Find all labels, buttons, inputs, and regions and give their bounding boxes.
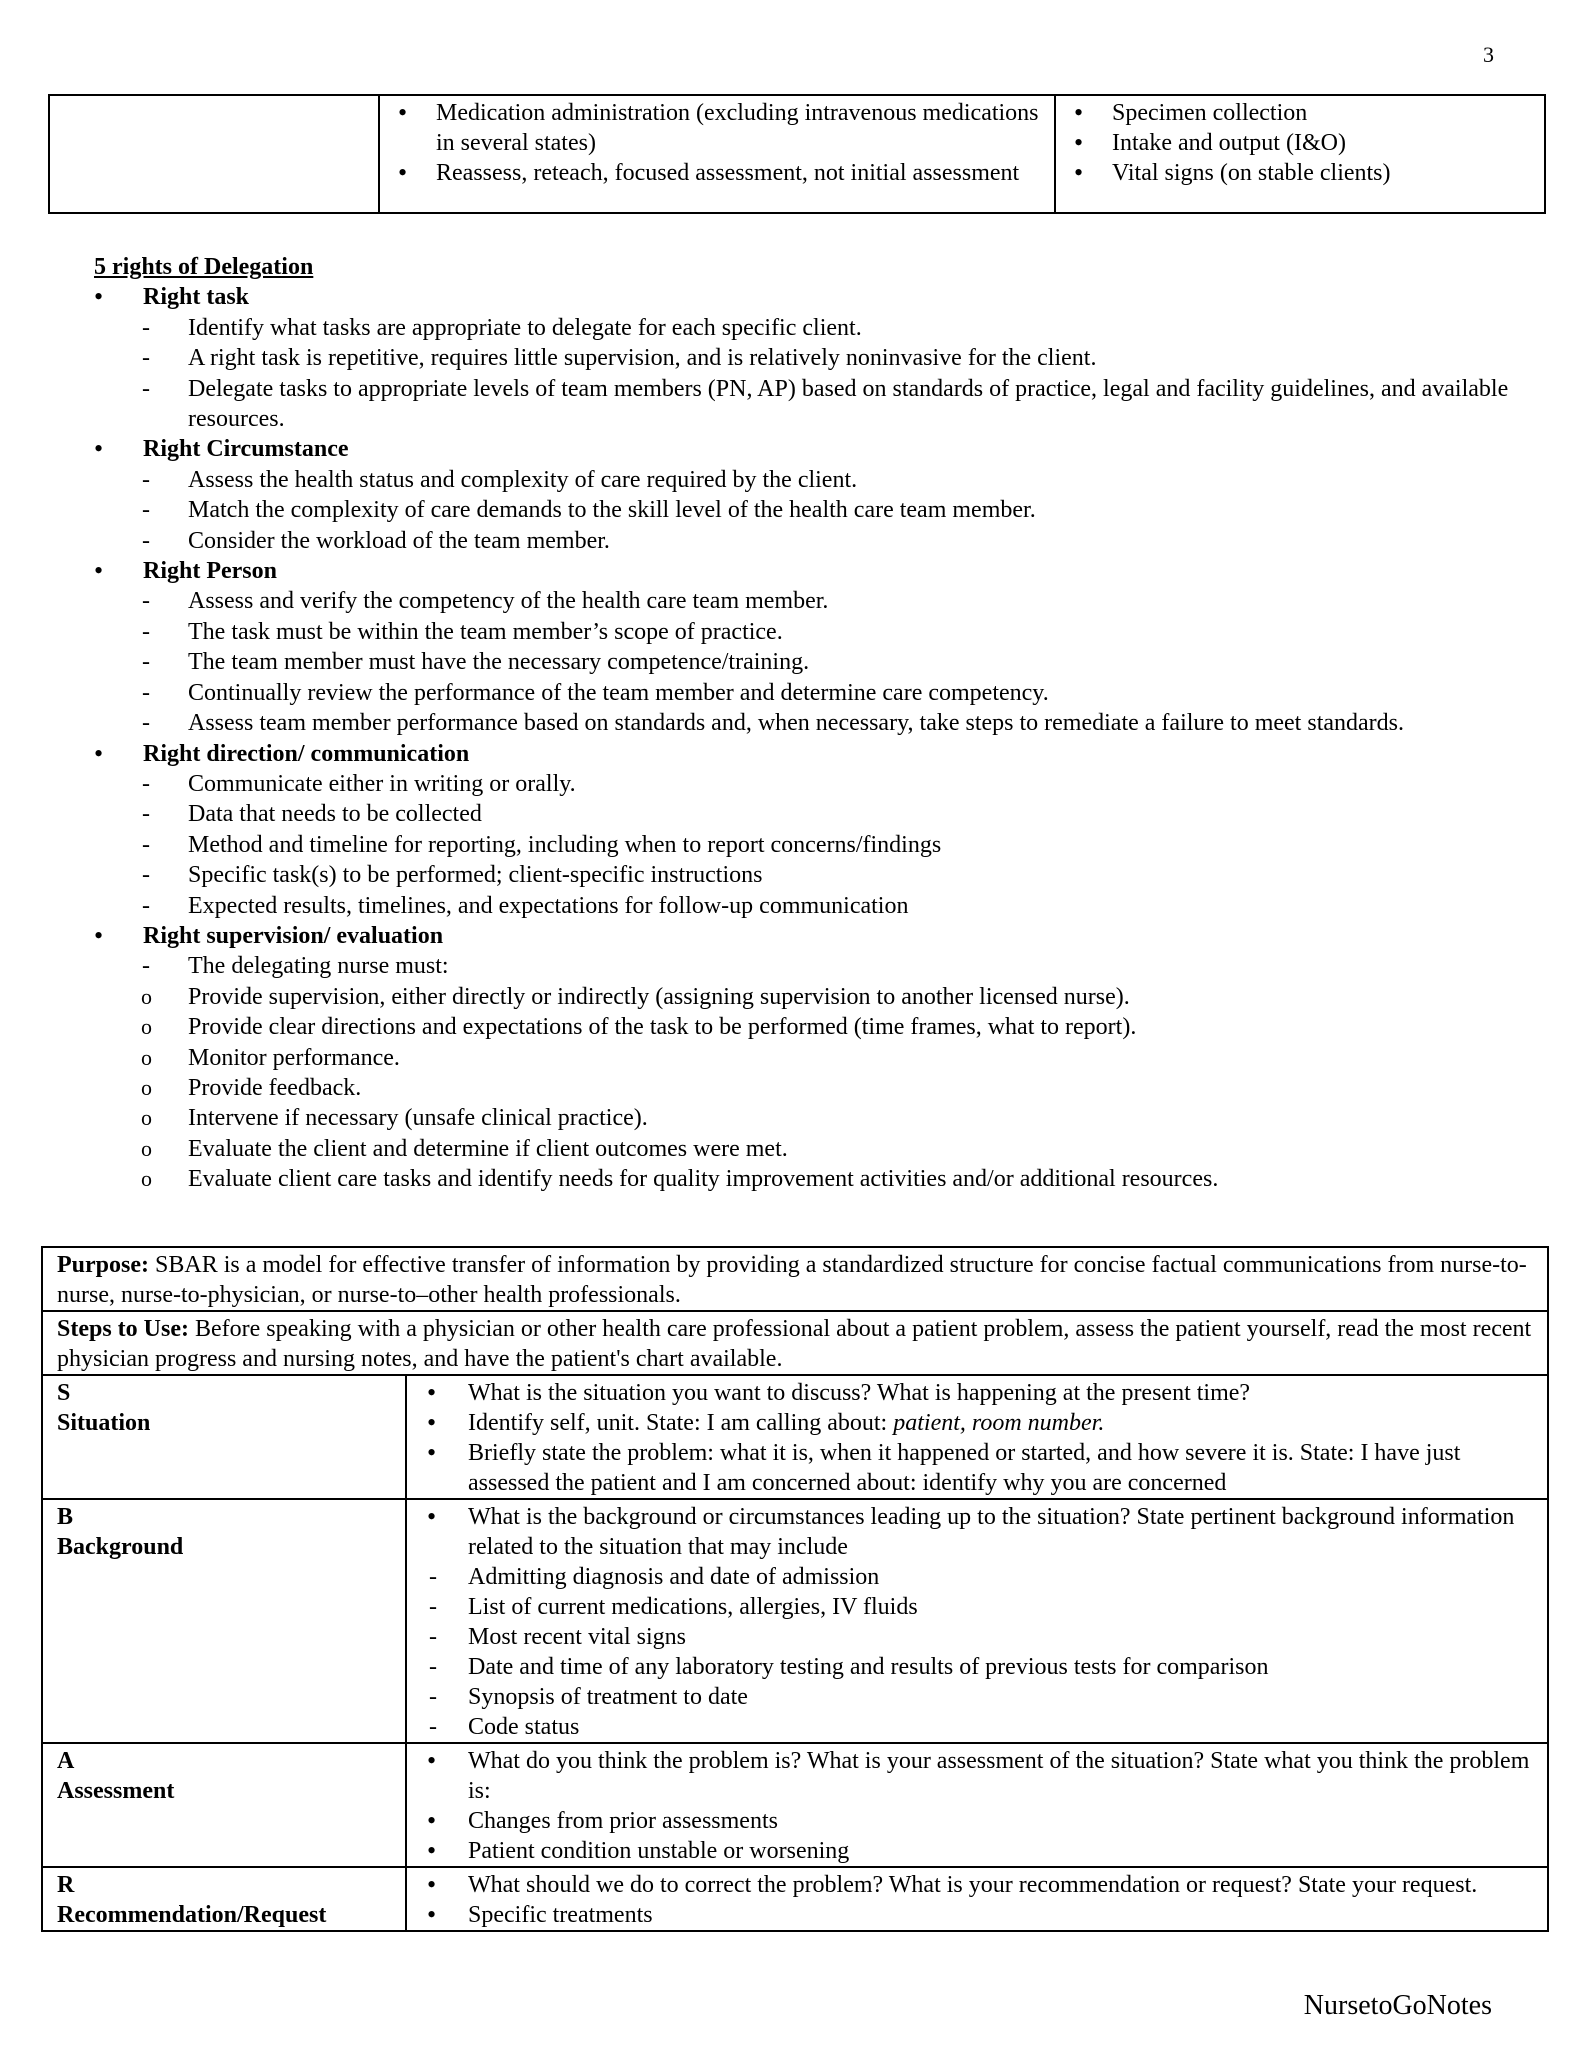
list-item: o Evaluate client care tasks and identify needs for quality improvement activities and/or additional resources. xyxy=(94,1164,1514,1194)
list-item: o Provide supervision, either directly or indirectly (assigning supervision to another licensed nurse). xyxy=(94,982,1514,1012)
list-item: - Consider the workload of the team member. xyxy=(94,526,1514,556)
list-item: - The task must be within the team member’s scope of practice. xyxy=(94,617,1514,647)
sbar-letter: A xyxy=(57,1748,75,1774)
right-person-title: • Right Person xyxy=(94,556,1514,586)
sbar-letter: R xyxy=(57,1872,75,1898)
situation-label-cell xyxy=(42,1375,406,1499)
empty-cell xyxy=(49,95,379,213)
sbar-steps xyxy=(42,1311,1548,1375)
purpose-label: Purpose: xyxy=(57,1252,149,1278)
five-rights-section xyxy=(94,252,1514,1195)
list-item: - Match the complexity of care demands to the skill level of the health care team member. xyxy=(94,495,1514,525)
delegation-tasks-table xyxy=(48,94,1546,214)
situation-content-cell xyxy=(406,1375,1548,1499)
list-item: - Identify what tasks are appropriate to delegate for each specific client. xyxy=(94,313,1514,343)
sbar-letter: B xyxy=(57,1504,74,1530)
assessment-label-cell xyxy=(42,1743,406,1867)
list-item: - A right task is repetitive, requires little supervision, and is relatively noninvasive for the client. xyxy=(94,343,1514,373)
list-item: • Reassess, reteach, focused assessment, not initial assessment xyxy=(386,158,1048,188)
list-item: - The team member must have the necessary competence/training. xyxy=(94,647,1514,677)
list-item: • Medication administration (excluding intravenous medications in several states) xyxy=(386,98,1048,158)
steps-text: Before speaking with a physician or other health care professional about a patient problem, assess the patient yourself, read the most recent physician progress and nursing notes, and have the patient's chart available. xyxy=(57,1316,1532,1372)
ap-tasks-cell xyxy=(1055,95,1545,213)
assessment-content-cell xyxy=(406,1743,1548,1867)
list-item: o Intervene if necessary (unsafe clinical practice). xyxy=(94,1103,1514,1133)
background-content-cell xyxy=(406,1499,1548,1743)
sbar-name: Background xyxy=(57,1534,184,1560)
list-item: o Provide feedback. xyxy=(94,1073,1514,1103)
list-item: • What is the background or circumstances leading up to the situation? State pertinent background information related to the situation that may include xyxy=(421,1502,1533,1562)
list-item: • What should we do to correct the problem? What is your recommendation or request? State your request. xyxy=(421,1870,1533,1900)
sbar-letter: S xyxy=(57,1380,71,1406)
list-item: • What do you think the problem is? What is your assessment of the situation? State what you think the problem is: xyxy=(421,1746,1533,1806)
background-label-cell xyxy=(42,1499,406,1743)
sbar-name: Situation xyxy=(57,1410,151,1436)
list-item: - The delegating nurse must: xyxy=(94,951,1514,981)
recommendation-content-cell xyxy=(406,1867,1548,1931)
list-item: - List of current medications, allergies, IV fluids xyxy=(421,1592,1533,1622)
list-item: - Delegate tasks to appropriate levels of team members (PN, AP) based on standards of practice, legal and facility guidelines, and available resources. xyxy=(94,374,1514,435)
list-item: • Changes from prior assessments xyxy=(421,1806,1533,1836)
list-item xyxy=(421,1408,1533,1438)
list-item: • Intake and output (I&O) xyxy=(1062,128,1538,158)
steps-label: Steps to Use: xyxy=(57,1316,189,1342)
list-item: • Patient condition unstable or worsening xyxy=(421,1836,1533,1866)
list-item: o Monitor performance. xyxy=(94,1043,1514,1073)
list-item: • What is the situation you want to discuss? What is happening at the present time? xyxy=(421,1378,1533,1408)
list-item: - Continually review the performance of the team member and determine care competency. xyxy=(94,678,1514,708)
sbar-table xyxy=(41,1246,1549,1932)
list-item: - Admitting diagnosis and date of admission xyxy=(421,1562,1533,1592)
list-item: o Evaluate the client and determine if client outcomes were met. xyxy=(94,1134,1514,1164)
list-item: - Most recent vital signs xyxy=(421,1622,1533,1652)
list-item: - Communicate either in writing or orally. xyxy=(94,769,1514,799)
purpose-text: SBAR is a model for effective transfer of information by providing a standardized structure for concise factual communications from nurse-to- nurse, nurse-to-physician, or nurse-to–other health professionals. xyxy=(57,1252,1527,1308)
page-number: 3 xyxy=(1483,42,1494,67)
right-circumstance-title: • Right Circumstance xyxy=(94,434,1514,464)
footer-brand: NursetoGoNotes xyxy=(1303,1990,1492,2021)
list-item-text: Identify self, unit. State: I am calling about: xyxy=(468,1410,894,1436)
list-item: - Assess team member performance based on standards and, when necessary, take steps to remediate a failure to meet standards. xyxy=(94,708,1514,738)
right-task-title: • Right task xyxy=(94,282,1514,312)
list-item: - Date and time of any laboratory testing and results of previous tests for comparison xyxy=(421,1652,1533,1682)
list-item: • Specific treatments xyxy=(421,1900,1533,1930)
right-supervision-title: • Right supervision/ evaluation xyxy=(94,921,1514,951)
recommendation-label-cell xyxy=(42,1867,406,1931)
list-item: • Specimen collection xyxy=(1062,98,1538,128)
sbar-name: Recommendation/Request xyxy=(57,1902,327,1928)
section-heading: 5 rights of Delegation xyxy=(94,254,314,280)
list-item: - Data that needs to be collected xyxy=(94,799,1514,829)
list-item: o Provide clear directions and expectations of the task to be performed (time frames, what to report). xyxy=(94,1012,1514,1042)
list-item: - Code status xyxy=(421,1712,1533,1742)
list-item: - Specific task(s) to be performed; client-specific instructions xyxy=(94,860,1514,890)
rn-tasks-cell xyxy=(379,95,1055,213)
list-item-italic: patient, room number. xyxy=(893,1410,1105,1436)
sbar-purpose xyxy=(42,1247,1548,1311)
sbar-name: Assessment xyxy=(57,1778,175,1804)
list-item: - Method and timeline for reporting, including when to report concerns/findings xyxy=(94,830,1514,860)
list-item: - Assess the health status and complexity of care required by the client. xyxy=(94,465,1514,495)
list-item: - Synopsis of treatment to date xyxy=(421,1682,1533,1712)
list-item: - Expected results, timelines, and expectations for follow-up communication xyxy=(94,891,1514,921)
list-item: • Vital signs (on stable clients) xyxy=(1062,158,1538,188)
list-item: - Assess and verify the competency of the health care team member. xyxy=(94,586,1514,616)
list-item: • Briefly state the problem: what it is, when it happened or started, and how severe it is. State: I have just assessed the patient and I am concerned about: identify why you are concerned xyxy=(421,1438,1533,1498)
right-direction-title: • Right direction/ communication xyxy=(94,739,1514,769)
